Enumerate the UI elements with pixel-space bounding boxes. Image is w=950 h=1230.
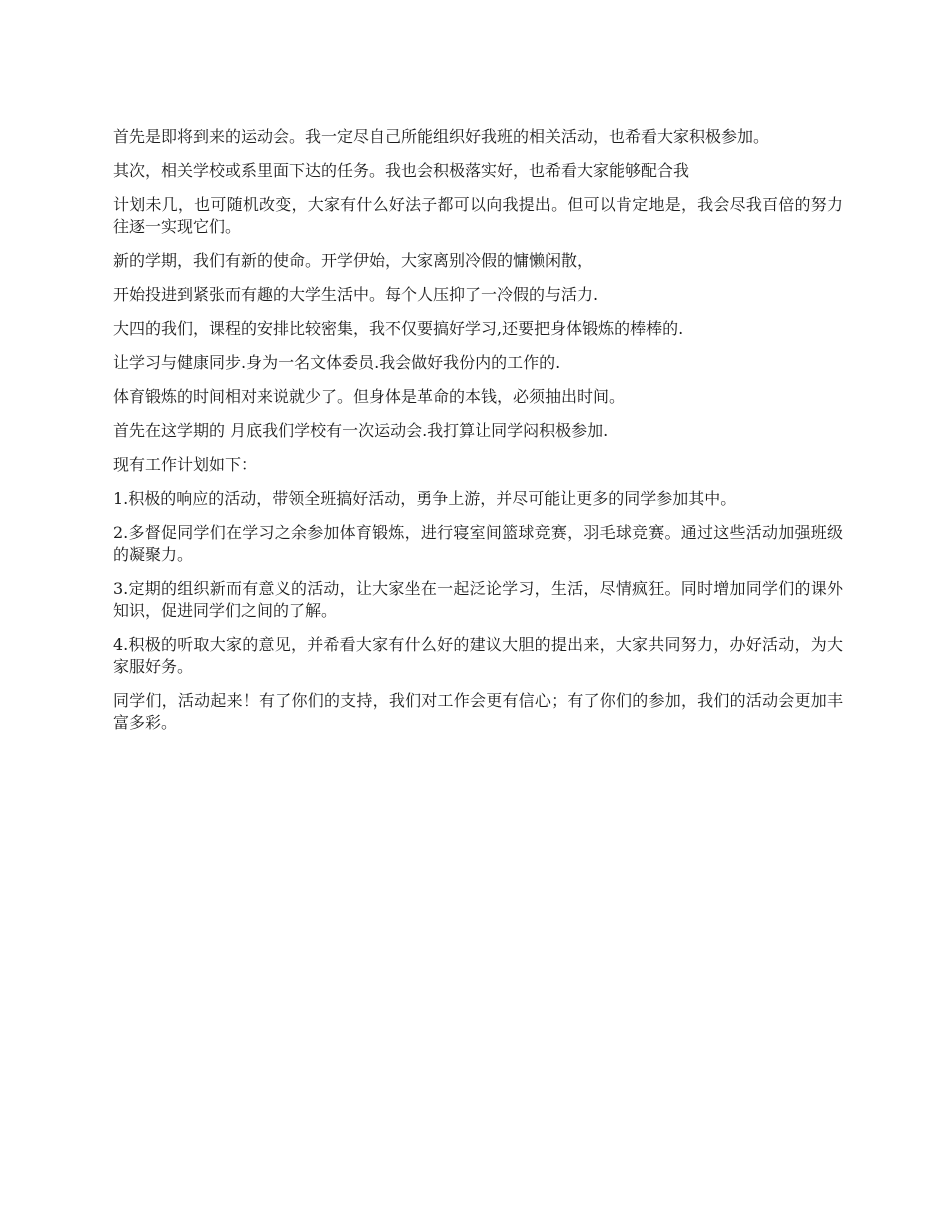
paragraph-plan-heading: 现有工作计划如下： <box>113 455 258 474</box>
paragraph-1: 首先是即将到来的运动会。我一定尽自己所能组织好我班的相关活动，也希看大家积极参加。 <box>113 127 770 146</box>
plan-item-1: 1.积极的响应的活动，带领全班搞好活动，勇争上游，并尽可能让更多的同学参加其中。 <box>113 489 737 508</box>
document-body <box>113 126 843 746</box>
paragraph-8: 体育锻炼的时间相对来说就少了。但身体是革命的本钱，必须抽出时间。 <box>113 387 626 406</box>
closing-paragraph: 同学们，活动起来！有了你们的支持，我们对工作会更有信心；有了你们的参加，我们的活动会更加丰富多彩。 <box>113 691 843 732</box>
paragraph-7: 让学习与健康同步.身为一名文体委员.我会做好我份内的工作的. <box>113 353 561 372</box>
paragraph-6: 大四的我们，课程的安排比较密集，我不仅要搞好学习,还要把身体锻炼的棒棒的. <box>113 319 684 338</box>
paragraph-4: 新的学期，我们有新的使命。开学伊始，大家离别冷假的慵懒闲散， <box>113 251 594 270</box>
paragraph-3: 计划未几，也可随机改变，大家有什么好法子都可以向我提出。但可以肯定地是，我会尽我百倍的努力往逐一实现它们。 <box>113 195 843 236</box>
plan-item-4: 4.积极的听取大家的意见，并希看大家有什么好的建议大胆的提出来，大家共同努力，办好活动，为大家服好务。 <box>113 635 843 676</box>
paragraph-2: 其次，相关学校或系里面下达的任务。我也会积极落实好，也希看大家能够配合我 <box>113 161 690 180</box>
paragraph-5: 开始投进到紧张而有趣的大学生活中。每个人压抑了一冷假的与活力. <box>113 285 599 304</box>
plan-item-2: 2.多督促同学们在学习之余参加体育锻炼，进行寝室间篮球竞赛，羽毛球竞赛。通过这些活动加强班级的凝聚力。 <box>113 523 843 564</box>
paragraph-9: 首先在这学期的 月底我们学校有一次运动会.我打算让同学闷积极参加. <box>113 421 609 440</box>
plan-item-3: 3.定期的组织新而有意义的活动，让大家坐在一起泛论学习，生活，尽情疯狂。同时增加同学们的课外知识，促进同学们之间的了解。 <box>113 579 843 620</box>
